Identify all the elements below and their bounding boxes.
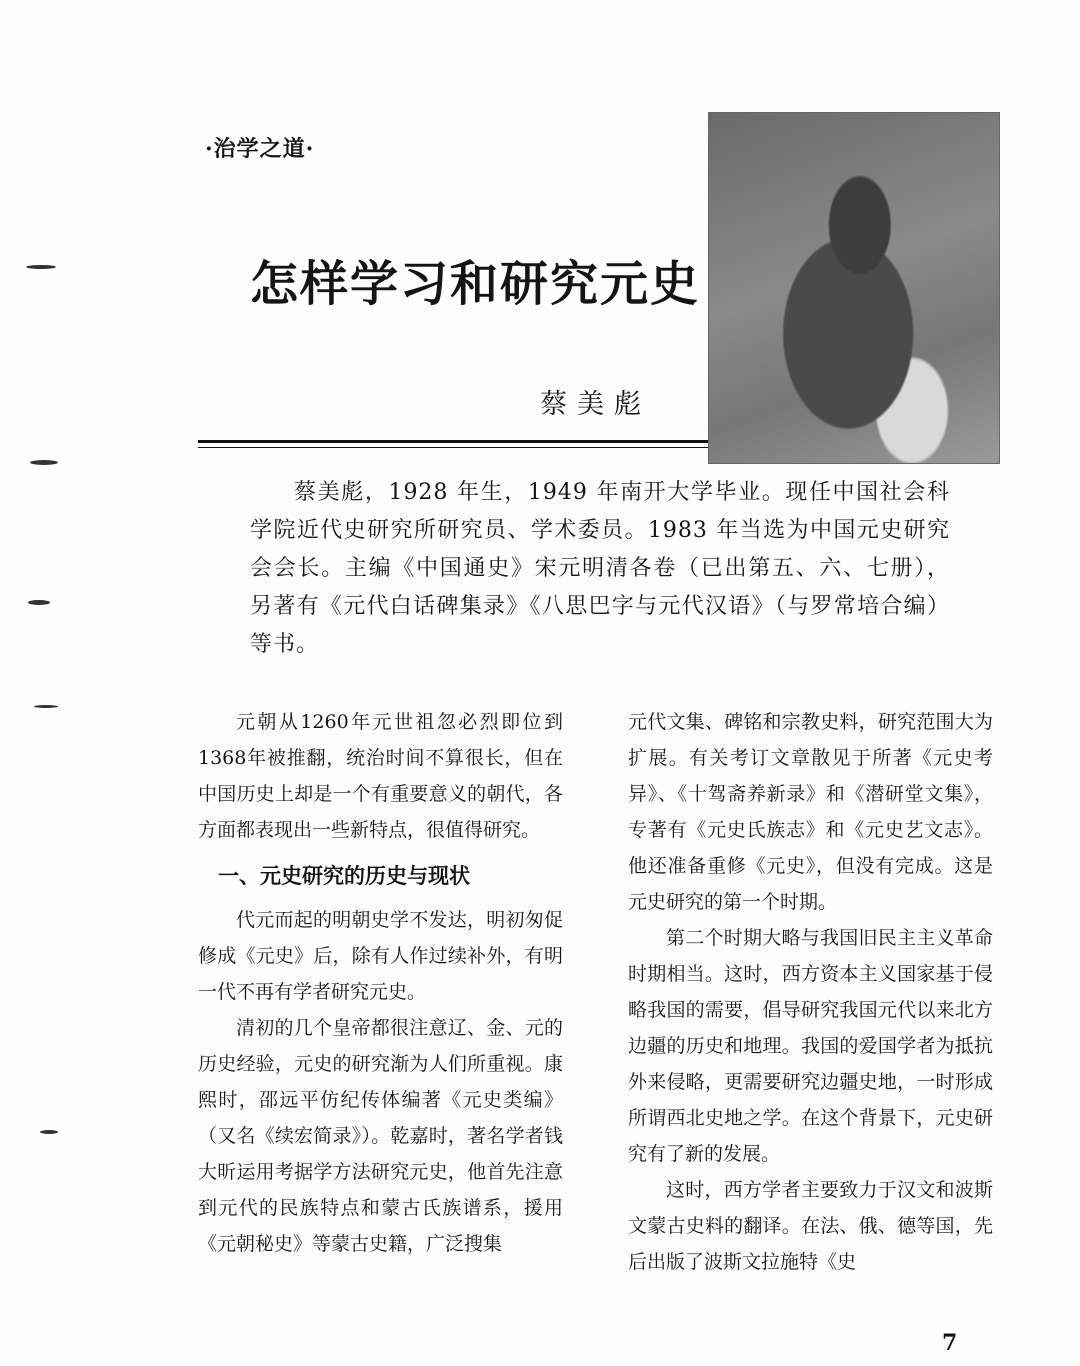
- scan-speck: [40, 1130, 58, 1134]
- author-portrait-photo: [708, 112, 1000, 464]
- scan-speck: [30, 460, 58, 465]
- paragraph: 这时，西方学者主要致力于汉文和波斯文蒙古史料的翻译。在法、俄、德等国，先后出版了波斯文拉施特《史: [628, 1179, 993, 1273]
- author-bio: 蔡美彪，1928 年生，1949 年南开大学毕业。现任中国社会科学院近代史研究所研究员、学术委员。1983 年当选为中国元史研究会会长。主编《中国通史》宋元明清各卷（已出第五、六、七册），另著有《元代白话碑集录》《八思巴字与元代汉语》（与罗常培合编）等书。: [250, 480, 950, 657]
- article-title: 怎样学习和研究元史: [250, 256, 701, 312]
- scan-speck: [34, 705, 58, 708]
- left-column: [198, 704, 563, 1262]
- continued-paragraph: 元代文集、碑铭和宗教史料，研究范围大为扩展。有关考订文章散见于所著《元史考异》、《十驾斋养新录》和《潜研堂文集》，专著有《元史氏族志》和《元史艺文志》。他还准备重修《元史》，但没有完成。这是元史研究的第一个时期。: [628, 711, 993, 913]
- author-name: 蔡美彪: [540, 389, 651, 420]
- scan-speck: [26, 265, 56, 269]
- section-tag: ·治学之道·: [205, 136, 315, 162]
- page-number: 7: [942, 1330, 958, 1356]
- scan-speck: [28, 600, 50, 605]
- paragraph: 代元而起的明朝史学不发达，明初匆促修成《元史》后，除有人作过续补外，有明一代不再有学者研究元史。: [198, 909, 563, 1003]
- section-heading: 一、元史研究的历史与现状: [218, 864, 470, 888]
- intro-paragraph: 元朝从1260年元世祖忽必烈即位到1368年被推翻，统治时间不算很长，但在中国历史上却是一个有重要意义的朝代，各方面都表现出一些新特点，很值得研究。: [198, 711, 563, 841]
- paragraph: 第二个时期大略与我国旧民主主义革命时期相当。这时，西方资本主义国家基于侵略我国的需要，倡导研究我国元代以来北方边疆的历史和地理。我国的爱国学者为抵抗外来侵略，更需要研究边疆史地，一时形成所谓西北史地之学。在这个背景下，元史研究有了新的发展。: [628, 927, 993, 1165]
- paragraph: 清初的几个皇帝都很注意辽、金、元的历史经验，元史的研究渐为人们所重视。康熙时，邵远平仿纪传体编著《元史类编》（又名《续宏简录》）。乾嘉时，著名学者钱大昕运用考据学方法研究元史，他首先注意到元代的民族特点和蒙古氏族谱系，援用《元朝秘史》等蒙古史籍，广泛搜集: [198, 1017, 563, 1255]
- right-column: [628, 704, 993, 1280]
